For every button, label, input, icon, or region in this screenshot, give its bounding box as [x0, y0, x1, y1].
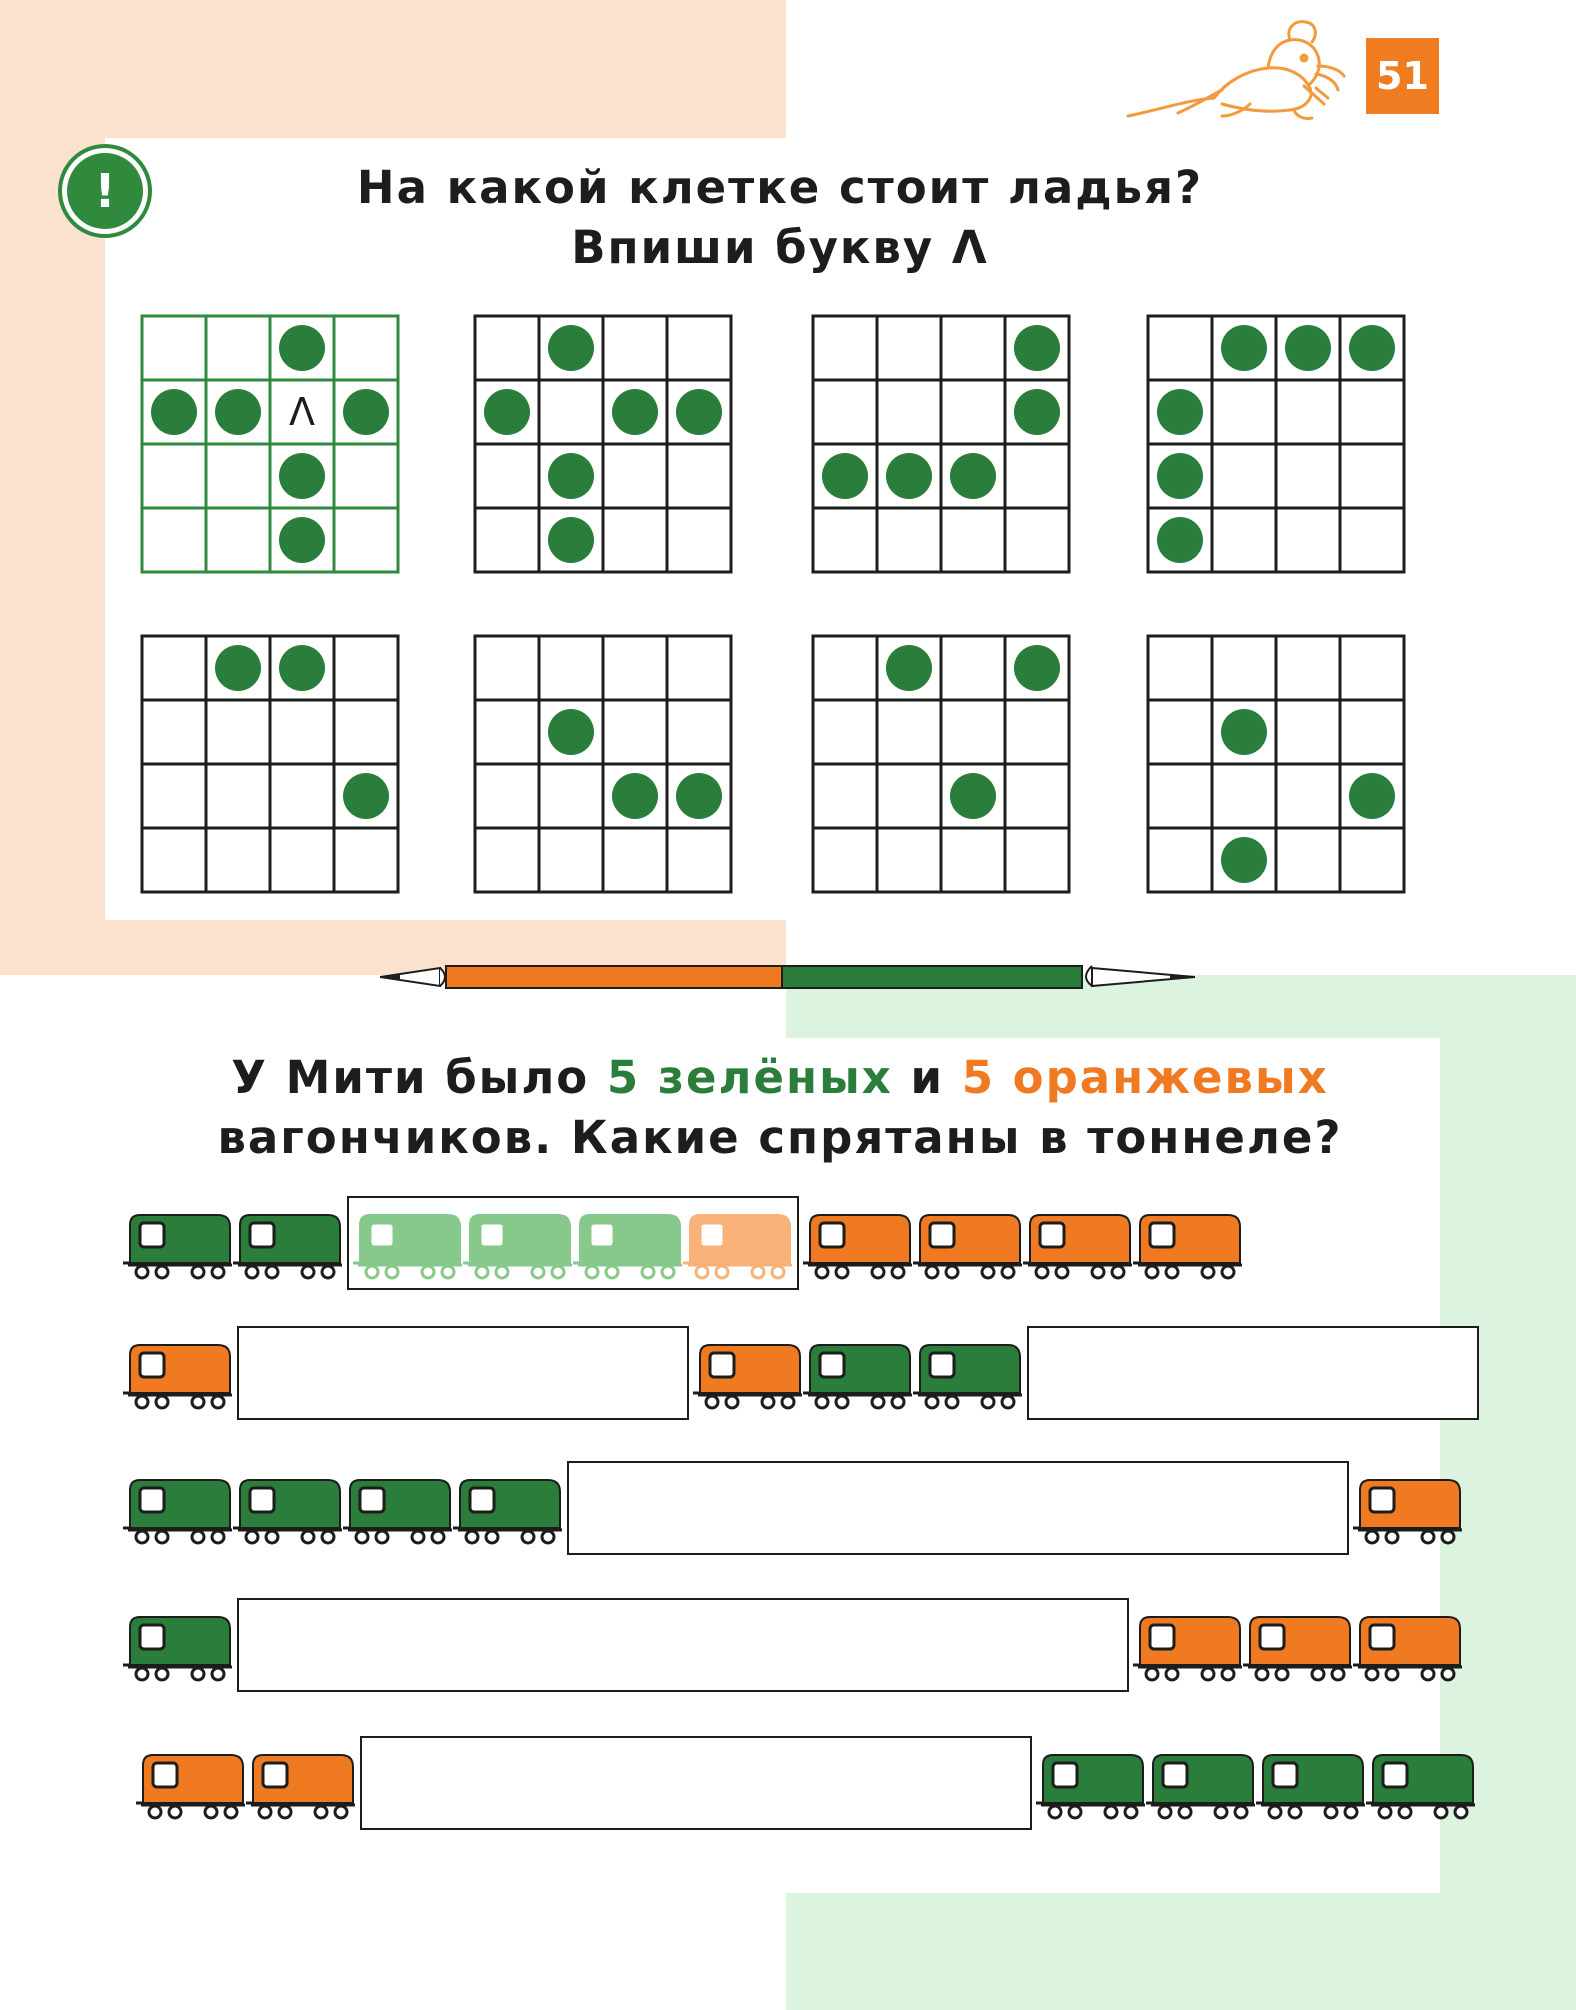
orange-wagon-icon — [1353, 1480, 1462, 1543]
green-wagon-icon — [233, 1215, 342, 1278]
green-wagon-icon — [1256, 1755, 1365, 1818]
green-wagon-icon — [123, 1215, 232, 1278]
green-wagon-icon — [453, 1480, 562, 1543]
orange-wagon-icon — [1023, 1215, 1132, 1278]
green-wagon-icon — [123, 1617, 232, 1680]
orange-wagon-icon — [136, 1755, 245, 1818]
orange-wagon-icon — [803, 1215, 912, 1278]
orange-wagon-icon — [693, 1345, 802, 1408]
green-wagon-icon — [343, 1480, 452, 1543]
orange-wagon-icon — [1133, 1215, 1242, 1278]
task1-question: На какой клетке стоит ладья? — [356, 161, 1204, 214]
exclamation-mark: ! — [94, 164, 116, 218]
tunnel-box[interactable] — [361, 1737, 1031, 1829]
tunnel-box[interactable] — [238, 1599, 1128, 1691]
tunnel-box[interactable] — [568, 1462, 1348, 1554]
orange-wagon-icon — [913, 1215, 1022, 1278]
orange-wagon-icon — [246, 1755, 355, 1818]
tunnel-box[interactable] — [1028, 1327, 1478, 1419]
green-wagon-icon — [913, 1345, 1022, 1408]
green-wagon-icon — [233, 1480, 342, 1543]
task2-line1-start: У Мити было — [231, 1051, 590, 1104]
task2-line2: вагончиков. Какие спрятаны в тоннеле? — [217, 1111, 1343, 1164]
orange-wagon-icon — [123, 1345, 232, 1408]
green-wagon-icon — [1036, 1755, 1145, 1818]
green-wagon-icon — [803, 1345, 912, 1408]
green-wagon-icon — [1366, 1755, 1475, 1818]
page-number: 51 — [1366, 38, 1439, 114]
task2-green-count: 5 зелёных — [606, 1051, 893, 1104]
green-wagon-icon — [1146, 1755, 1255, 1818]
green-wagon-icon — [123, 1480, 232, 1543]
task2-and: и — [910, 1051, 945, 1104]
orange-wagon-icon — [1243, 1617, 1352, 1680]
task1-instruction: Впиши букву Λ — [571, 221, 989, 274]
task2-orange-count: 5 оранжевых — [961, 1051, 1329, 1104]
rook-letter: Λ — [289, 390, 315, 434]
orange-wagon-icon — [1353, 1617, 1462, 1680]
orange-wagon-icon — [1133, 1617, 1242, 1680]
tunnel-box[interactable] — [238, 1327, 688, 1419]
